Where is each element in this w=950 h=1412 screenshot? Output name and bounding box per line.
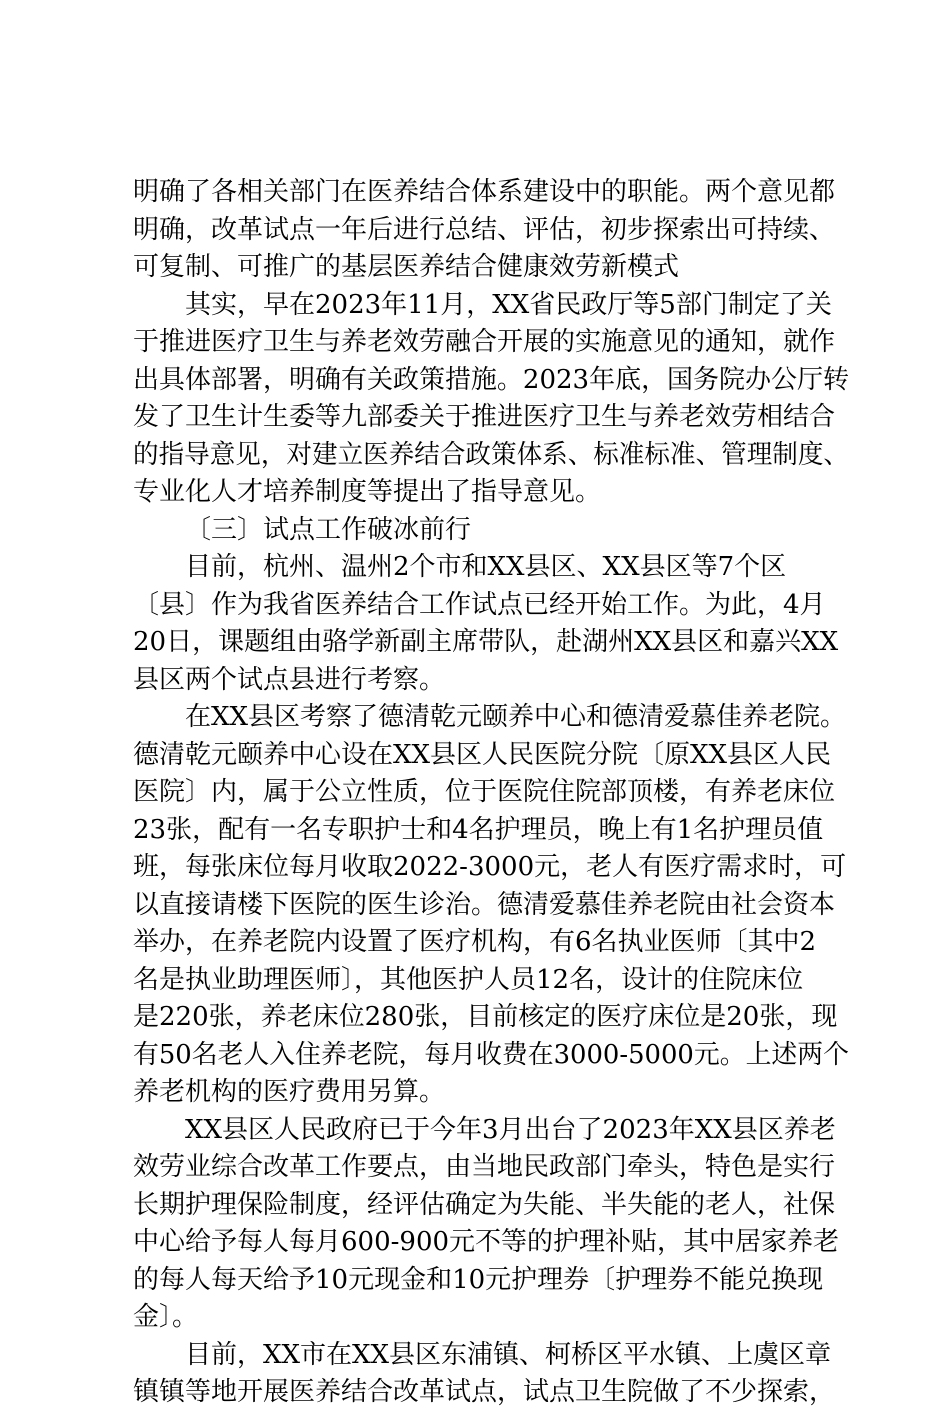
text-line: 班，每张床位每月收取2022-3000元，老人有医疗需求时，可 xyxy=(133,852,847,882)
text-line: 专业化人才培养制度等提出了指导意见。 xyxy=(133,477,602,507)
text-line: 金〕。 xyxy=(133,1302,199,1332)
text-line: 有50名老人入住养老院，每月收费在3000-5000元。上述两个 xyxy=(133,1039,849,1070)
text-line: 医院〕内，属于公立性质，位于医院住院部顶楼，有养老床位 xyxy=(133,777,836,807)
text-line: 举办，在养老院内设置了医疗机构，有6名执业医师〔其中2 xyxy=(133,927,817,957)
text-line: 〔三〕试点工作破冰前行 xyxy=(185,514,472,545)
text-line: 养老机构的医疗费用另算。 xyxy=(133,1077,446,1107)
text-line: 〔县〕作为我省医养结合工作试点已经开始工作。为此，4月 xyxy=(133,589,826,620)
text-line: 可复制、可推广的基层医养结合健康效劳新模式 xyxy=(133,252,680,282)
text-line: 中心给予每人每月600-900元不等的护理补贴，其中居家养老 xyxy=(133,1227,840,1257)
document-body xyxy=(133,174,849,1412)
text-line: 的指导意见，对建立医养结合政策体系、标准标准、管理制度、 xyxy=(133,439,850,470)
text-line: 发了卫生计生委等九部委关于推进医疗卫生与养老效劳相结合 xyxy=(133,402,836,432)
text-line: 目前，杭州、温州2个市和XX县区、XX县区等7个区 xyxy=(185,552,787,582)
text-line: 以直接请楼下医院的医生诊治。德清爱慕佳养老院由社会资本 xyxy=(133,889,836,920)
text-line: 20日，课题组由骆学新副主席带队，赴湖州XX县区和嘉兴XX xyxy=(133,627,839,657)
text-line: 县区两个试点县进行考察。 xyxy=(133,664,446,695)
text-line: 明确了各相关部门在医养结合体系建设中的职能。两个意见都 xyxy=(133,177,836,207)
text-line: XX县区人民政府已于今年3月出台了2023年XX县区养老 xyxy=(185,1114,836,1145)
text-line: 目前，XX市在XX县区东浦镇、柯桥区平水镇、上虞区章 xyxy=(185,1339,832,1370)
text-line: 出具体部署，明确有关政策措施。2023年底，国务院办公厅转 xyxy=(133,364,850,395)
text-line: 23张，配有一名专职护士和4名护理员，晚上有1名护理员值 xyxy=(133,814,824,845)
text-line: 名是执业助理医师〕，其他医护人员12名，设计的住院床位 xyxy=(133,964,804,995)
text-line: 德清乾元颐养中心设在XX县区人民医院分院〔原XX县区人民 xyxy=(133,739,832,770)
text-line: 效劳业综合改革工作要点，由当地民政部门牵头，特色是实行 xyxy=(133,1152,836,1182)
text-line: 的每人每天给予10元现金和10元护理券〔护理券不能兑换现 xyxy=(133,1264,824,1295)
text-line: 是220张，养老床位280张，目前核定的医疗床位是20张，现 xyxy=(133,1002,838,1032)
text-line: 长期护理保险制度，经评估确定为失能、半失能的老人，社保 xyxy=(133,1189,836,1220)
text-line: 于推进医疗卫生与养老效劳融合开展的实施意见的通知，就作 xyxy=(133,327,836,357)
text-line: 明确，改革试点一年后进行总结、评估，初步探索出可持续、 xyxy=(133,214,836,245)
text-line: 在XX县区考察了德清乾元颐养中心和德清爱慕佳养老院。 xyxy=(185,702,847,732)
text-line: 镇镇等地开展医养结合改革试点，试点卫生院做了不少探索， xyxy=(133,1377,836,1407)
text-line: 其实，早在2023年11月，XX省民政厅等5部门制定了关 xyxy=(185,289,832,320)
